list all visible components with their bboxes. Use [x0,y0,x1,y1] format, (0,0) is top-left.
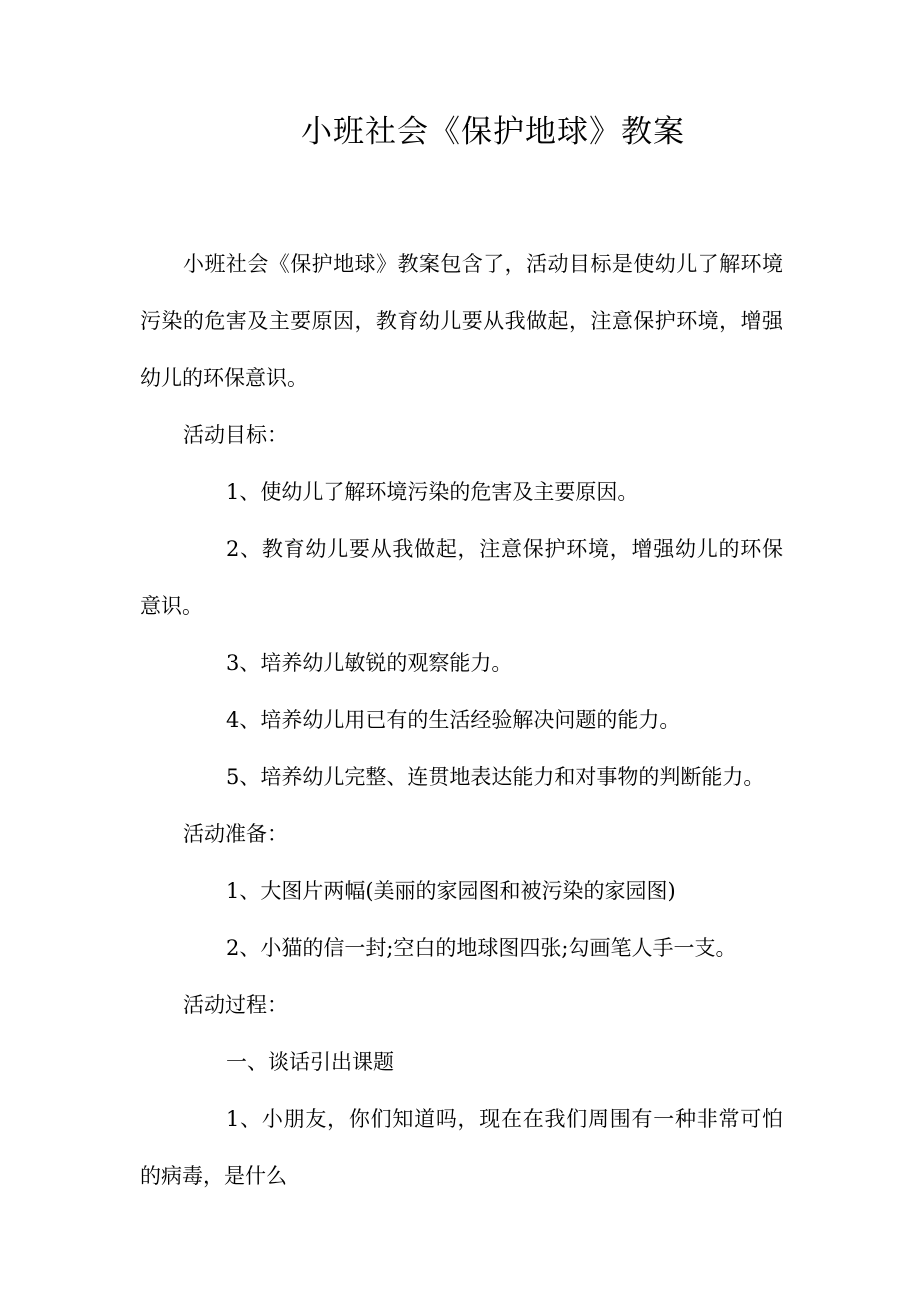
prep-heading: 活动准备： [183,822,288,846]
goal-item-5: 5、培养幼儿完整、连贯地表达能力和对事物的判断能力。 [226,765,765,789]
process-heading: 活动过程： [183,993,288,1017]
goals-heading: 活动目标： [183,423,288,447]
goal-item-3: 3、培养幼儿敏锐的观察能力。 [226,651,513,675]
process-step-1: 1、小朋友，你们知道吗，现在在我们周围有一种非常可怕的病毒，是什么 [140,1107,783,1188]
process-step-heading: 一、谈话引出课题 [226,1050,394,1074]
goal-item-4: 4、培养幼儿用已有的生活经验解决问题的能力。 [226,708,681,732]
prep-item-1: 1、大图片两幅(美丽的家园图和被污染的家园图) [226,879,676,903]
goal-item-2: 2、教育幼儿要从我做起，注意保护环境，增强幼儿的环保意识。 [140,537,783,618]
document-title: 小班社会《保护地球》教案 [301,114,685,150]
prep-item-2: 2、小猫的信一封;空白的地球图四张;勾画笔人手一支。 [226,936,737,960]
goal-item-1: 1、使幼儿了解环境污染的危害及主要原因。 [226,480,639,504]
intro-paragraph: 小班社会《保护地球》教案包含了，活动目标是使幼儿了解环境污染的危害及主要原因，教育幼儿要从我做起，注意保护环境，增强幼儿的环保意识。 [140,252,783,390]
